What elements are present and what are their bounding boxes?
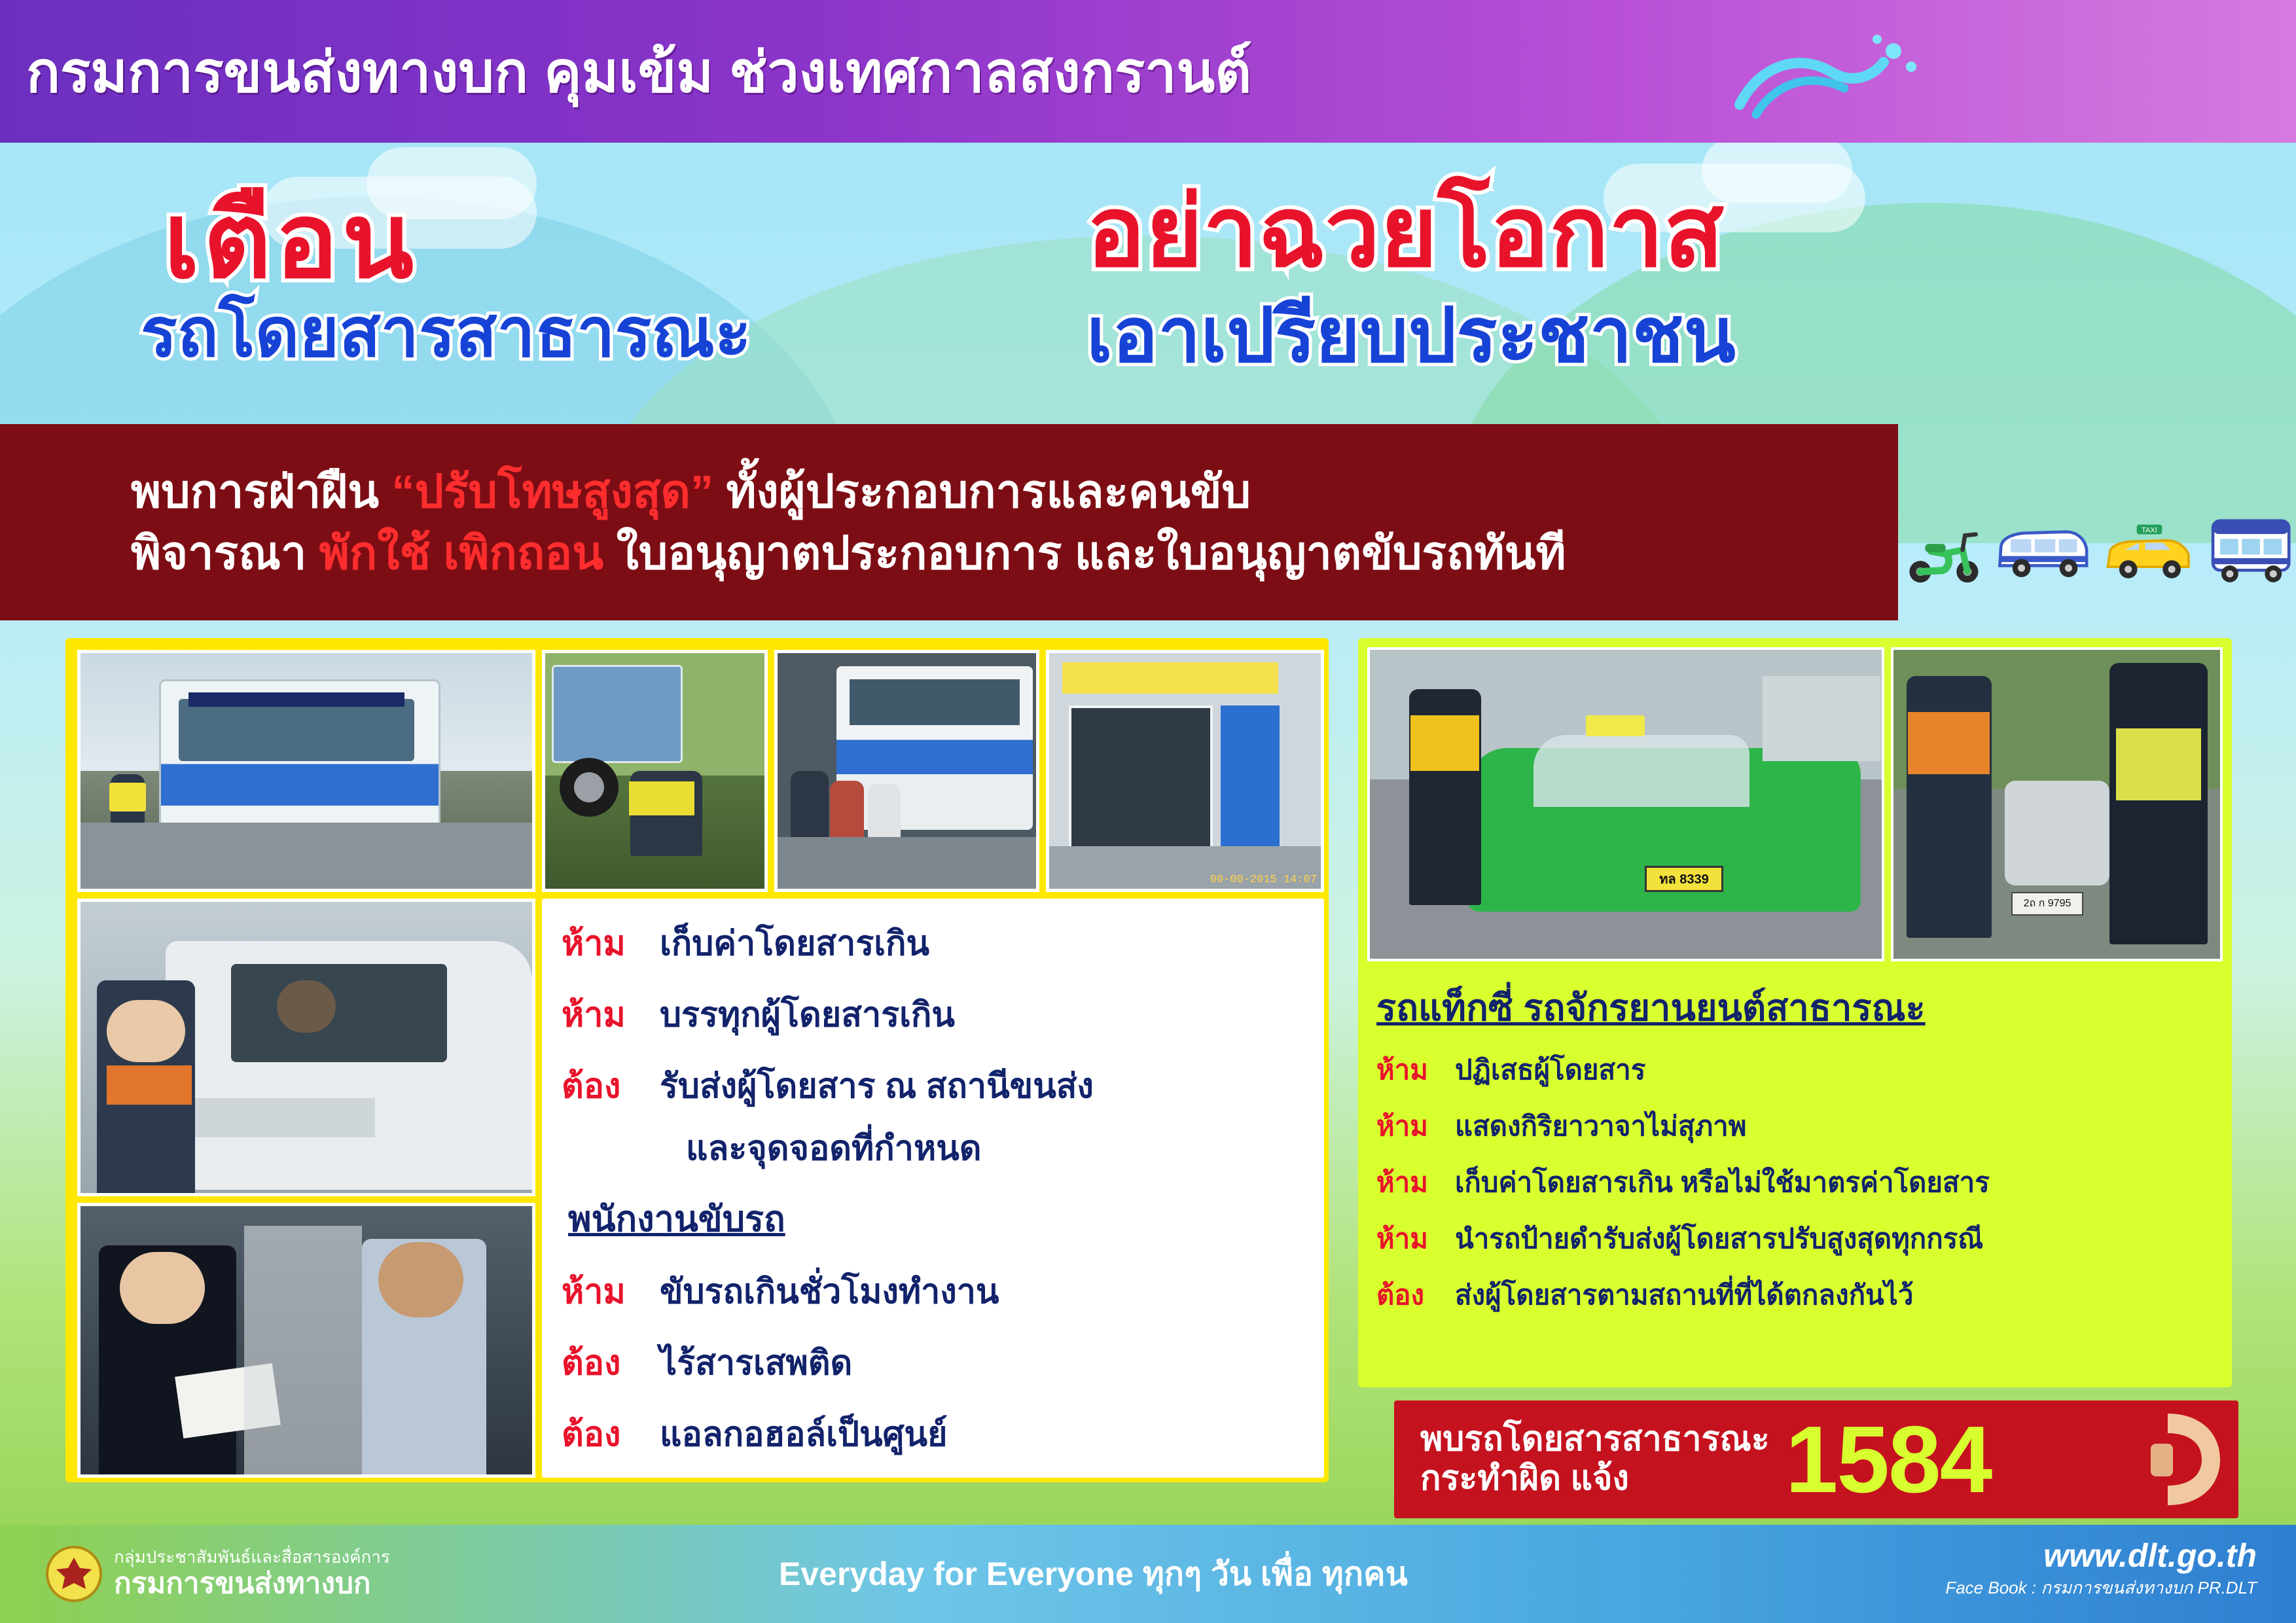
footer-org-small: กลุ่มประชาสัมพันธ์และสื่อสารองค์การ <box>114 1546 390 1567</box>
scooter-icon <box>1905 517 1983 589</box>
hotline-banner <box>1394 1400 2238 1518</box>
taxi-rule-item <box>1376 1161 2223 1204</box>
penalty-line1-post: ทั้งผู้ประกอบการและคนขับ <box>713 465 1251 517</box>
taxi-icon <box>2103 517 2193 589</box>
rule-text: ปฏิเสธผู้โดยสาร <box>1455 1054 1646 1085</box>
rule-key: ห้าม <box>1376 1111 1428 1141</box>
penalty-line1-pre: พบการฝ่าฝืน <box>131 465 392 517</box>
right-photo-row <box>1367 647 2223 961</box>
rule-key: ต้อง <box>1376 1279 1425 1310</box>
taxi-rule-item <box>1376 1274 2223 1317</box>
rule-key: ห้าม <box>562 925 626 963</box>
rule-text: ขับรถเกินชั่วโมงทำงาน <box>660 1273 999 1311</box>
rule-text: รับส่งผู้โดยสาร ณ สถานีขนส่ง <box>660 1067 1094 1105</box>
slogan-right-line1: อย่าฉวยโอกาส <box>1086 177 1724 287</box>
slogan-right-line2: เอาเปรียบประชาชน <box>1086 293 1736 378</box>
footer-slogan: Everyday for Everyone ทุกๆ วัน เพื่อ ทุกคน <box>779 1555 1408 1592</box>
photo-officer-inspecting-bus <box>77 650 535 892</box>
photo-officer-breath-test-van-driver <box>77 899 535 1196</box>
rule-text: แอลกอฮอล์เป็นศูนย์ <box>660 1416 948 1454</box>
hotline-text <box>1420 1420 1770 1499</box>
photo-officer-checking-green-taxi <box>1367 647 1884 961</box>
vehicle-icon-strip <box>1898 471 2296 589</box>
rule-key: ห้าม <box>562 1273 626 1311</box>
rule-text: เก็บค่าโดยสารเกิน <box>660 925 930 963</box>
hotline-line-2: กระทำผิด แจ้ง <box>1420 1459 1629 1497</box>
footer-bar <box>0 1525 2296 1623</box>
photo-officers-checking-driver-documents <box>77 1203 535 1478</box>
driver-rule-item <box>562 1406 1304 1461</box>
driver-rule-item <box>562 1264 1304 1318</box>
penalty-band <box>0 424 1898 620</box>
rule-key: ห้าม <box>1376 1223 1428 1254</box>
rule-key: ต้อง <box>562 1067 621 1105</box>
penalty-line-1 <box>0 461 1898 523</box>
taxi-section-heading: รถแท็กซี่ รถจักรยานยนต์สาธารณะ <box>1376 987 1926 1028</box>
rule-continuation: และจุดจอดที่กำหนด <box>686 1130 982 1168</box>
telephone-icon <box>2142 1407 2227 1512</box>
penalty-line2-post: ใบอนุญาตประกอบการ และใบอนุญาตขับรถทันที <box>603 527 1566 579</box>
footer-organization <box>114 1548 390 1600</box>
photo-ticket-office-counter <box>1046 650 1324 892</box>
driver-section-heading: พนักงานขับรถ <box>568 1200 785 1239</box>
footer-website[interactable]: www.dlt.go.th <box>2043 1537 2257 1574</box>
rule-key: ห้าม <box>562 996 626 1034</box>
hotline-line-1: พบรถโดยสารสาธารณะ <box>1420 1420 1770 1459</box>
penalty-line2-highlight: พักใช้ เพิกถอน <box>319 527 604 579</box>
rule-text: ส่งผู้โดยสารตามสถานที่ที่ได้ตกลงกันไว้ <box>1455 1279 1914 1310</box>
right-info-panel <box>1358 638 2232 1387</box>
taxi-plate-number: ทล 8339 <box>1645 866 1723 892</box>
hotline-number: 1584 <box>1785 1406 1992 1512</box>
rule-key: ห้าม <box>1376 1054 1428 1085</box>
left-info-panel <box>65 638 1329 1482</box>
operator-rules-box <box>542 899 1324 1478</box>
penalty-line2-pre: พิจารณา <box>131 527 319 579</box>
garuda-seal-icon <box>46 1546 102 1602</box>
penalty-line1-highlight: “ปรับโทษสูงสุด” <box>391 465 713 517</box>
rule-item <box>562 1058 1304 1113</box>
taxi-rule-item <box>1376 1217 2223 1260</box>
footer-contact <box>1945 1537 2257 1601</box>
photo-officer-under-bus-inspection <box>542 650 768 892</box>
rule-text: แสดงกิริยาวาจาไม่สุภาพ <box>1455 1111 1747 1141</box>
bus-icon <box>2206 510 2296 589</box>
van-icon <box>1995 517 2092 589</box>
taxi-rule-item <box>1376 1048 2223 1092</box>
photo-passengers-boarding-bus <box>774 650 1039 892</box>
footer-org-big: กรมการขนส่งทางบก <box>114 1567 371 1599</box>
taxi-rule-item <box>1376 1105 2223 1148</box>
photo-timestamp: 00-00-2015 14:07 <box>1210 874 1317 886</box>
header-bar <box>0 0 2296 143</box>
photo-officer-checking-motorcycle-taxi <box>1891 647 2223 961</box>
footer-facebook[interactable]: Face Book : กรมการขนส่งทางบก PR.DLT <box>1945 1578 2257 1597</box>
slogan-warn-sub: รถโดยสารสาธารณะ <box>141 295 751 371</box>
rule-text: ไร้สารเสพติด <box>660 1344 853 1382</box>
rule-item <box>562 916 1304 970</box>
rule-key: ต้อง <box>562 1416 621 1454</box>
rule-key: ห้าม <box>1376 1167 1428 1198</box>
motorcycle-plate-number: 2ถ ก 9795 <box>2011 892 2083 916</box>
penalty-line-2 <box>0 522 1898 584</box>
svg-text:TAXI: TAXI <box>2142 526 2158 535</box>
header-title: กรมการขนส่งทางบก คุมเข้ม ช่วงเทศกาลสงกรานต์ <box>26 41 1252 104</box>
water-splash-icon <box>1720 26 1929 124</box>
driver-rule-item <box>562 1335 1304 1389</box>
rule-text: บรรทุกผู้โดยสารเกิน <box>660 996 955 1034</box>
rule-text: เก็บค่าโดยสารเกิน หรือไม่ใช้มาตรค่าโดยสาร <box>1455 1167 1990 1198</box>
slogan-warn-word: เตือน <box>164 182 418 299</box>
slogan-block <box>0 151 2296 425</box>
rule-item <box>562 987 1304 1041</box>
rule-text: นำรถป้ายดำรับส่งผู้โดยสารปรับสูงสุดทุกกรณี <box>1455 1223 1984 1254</box>
rule-key: ต้อง <box>562 1344 621 1382</box>
